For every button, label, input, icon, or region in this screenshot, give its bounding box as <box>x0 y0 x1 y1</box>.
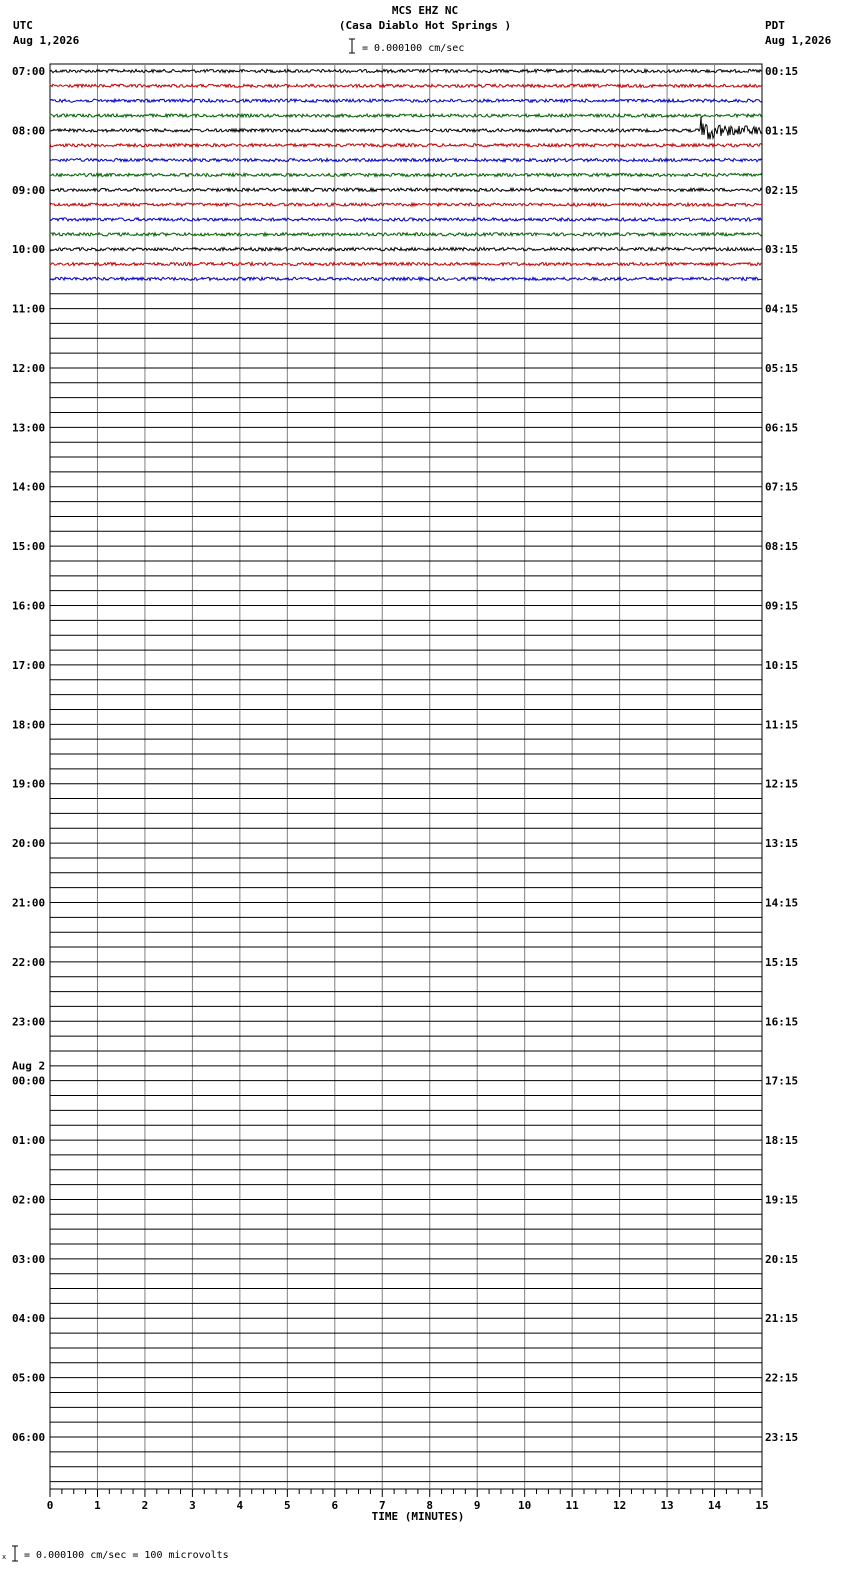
left-hour-label: 20:00 <box>12 837 46 851</box>
x-tick-label: 2 <box>141 1499 149 1512</box>
right-hour-label: 23:15 <box>765 1431 799 1445</box>
right-hour-label: 08:15 <box>765 540 799 554</box>
left-hour-label: 00:00 <box>12 1074 46 1088</box>
x-tick-label: 13 <box>660 1499 674 1512</box>
x-tick-label: 12 <box>612 1499 627 1512</box>
trace-row <box>50 218 762 221</box>
svg-text:x: x <box>2 1553 7 1561</box>
x-tick-label: 6 <box>331 1499 339 1512</box>
right-hour-label: 16:15 <box>765 1015 799 1029</box>
left-hour-label: 04:00 <box>12 1312 46 1326</box>
trace-row <box>50 117 762 139</box>
right-date: Aug 1,2026 <box>765 34 832 47</box>
left-hour-label: 23:00 <box>12 1015 46 1029</box>
left-hour-label: 06:00 <box>12 1431 46 1445</box>
trace-row <box>50 159 762 162</box>
left-hour-label: 21:00 <box>12 896 46 910</box>
footer-scale-note: = 0.000100 cm/sec = 100 microvolts <box>24 1550 229 1561</box>
right-hour-label: 04:15 <box>765 302 799 316</box>
x-tick-label: 7 <box>378 1499 386 1512</box>
trace-row <box>50 203 762 206</box>
right-hour-label: 20:15 <box>765 1252 799 1266</box>
x-tick-label: 10 <box>518 1499 532 1512</box>
left-timezone: UTC <box>13 19 33 32</box>
x-tick-label: 3 <box>189 1499 196 1512</box>
x-tick-label: 0 <box>46 1499 54 1512</box>
left-hour-label: 16:00 <box>12 599 46 613</box>
x-tick-label: 11 <box>565 1499 579 1512</box>
left-hour-label: 10:00 <box>12 243 46 257</box>
left-hour-label: 01:00 <box>12 1134 46 1148</box>
right-hour-label: 02:15 <box>765 183 799 197</box>
left-hour-label: 03:00 <box>12 1252 46 1266</box>
trace-row <box>50 188 762 191</box>
x-tick-label: 4 <box>236 1499 244 1512</box>
right-hour-label: 11:15 <box>765 718 799 732</box>
left-hour-label: 11:00 <box>12 302 46 316</box>
date-change-label: Aug 2 <box>12 1059 46 1073</box>
right-hour-label: 06:15 <box>765 421 799 435</box>
left-hour-label: 07:00 <box>12 65 46 78</box>
left-hour-label: 19:00 <box>12 777 46 791</box>
left-date: Aug 1,2026 <box>13 34 80 47</box>
left-hour-label: 09:00 <box>12 183 46 197</box>
right-hour-label: 15:15 <box>765 955 799 969</box>
right-hour-label: 01:15 <box>765 124 799 138</box>
scale-label: = 0.000100 cm/sec <box>362 43 465 54</box>
left-hour-label: 18:00 <box>12 718 46 732</box>
trace-row <box>50 262 762 265</box>
trace-row <box>50 69 762 72</box>
left-hour-label: 17:00 <box>12 658 46 672</box>
right-hour-label: 07:15 <box>765 480 799 494</box>
trace-row <box>50 248 762 251</box>
trace-row <box>50 144 762 147</box>
x-tick-label: 14 <box>707 1499 722 1512</box>
trace-row <box>50 84 762 87</box>
footer-scale-bar-icon <box>2 1545 20 1563</box>
x-axis <box>47 1489 769 1512</box>
right-hour-label: 22:15 <box>765 1371 799 1385</box>
right-hour-label: 09:15 <box>765 599 799 613</box>
right-hour-label: 17:15 <box>765 1074 799 1088</box>
left-hour-label: 13:00 <box>12 421 46 435</box>
right-hour-label: 10:15 <box>765 658 799 672</box>
trace-row <box>50 173 762 176</box>
right-hour-label: 18:15 <box>765 1134 799 1148</box>
left-hour-label: 02:00 <box>12 1193 46 1207</box>
x-tick-label: 9 <box>473 1499 481 1512</box>
right-hour-label: 13:15 <box>765 837 799 851</box>
x-tick-label: 15 <box>755 1499 769 1512</box>
left-hour-label: 22:00 <box>12 955 46 969</box>
left-hour-label: 12:00 <box>12 361 46 375</box>
right-hour-label: 19:15 <box>765 1193 799 1207</box>
right-timezone: PDT <box>765 19 785 32</box>
traces <box>50 69 762 1481</box>
x-tick-label: 8 <box>426 1499 434 1512</box>
right-hour-label: 21:15 <box>765 1312 799 1326</box>
x-axis-title: TIME (MINUTES) <box>371 1510 465 1523</box>
left-hour-label: 15:00 <box>12 540 46 554</box>
left-hour-label: 05:00 <box>12 1371 46 1385</box>
right-hour-label: 05:15 <box>765 361 799 375</box>
right-hour-label: 00:15 <box>765 65 799 78</box>
station-location: (Casa Diablo Hot Springs ) <box>338 19 512 32</box>
right-hour-label: 12:15 <box>765 777 799 791</box>
left-hour-label: 14:00 <box>12 480 46 494</box>
trace-row <box>50 233 762 236</box>
right-hour-label: 14:15 <box>765 896 799 910</box>
x-tick-label: 1 <box>94 1499 101 1512</box>
trace-row <box>50 277 762 280</box>
station-title: MCS EHZ NC <box>391 4 459 17</box>
right-hour-label: 03:15 <box>765 243 799 257</box>
left-hour-label: 08:00 <box>12 124 46 138</box>
trace-row <box>50 99 762 102</box>
x-tick-label: 5 <box>284 1499 291 1512</box>
trace-row <box>50 114 762 117</box>
